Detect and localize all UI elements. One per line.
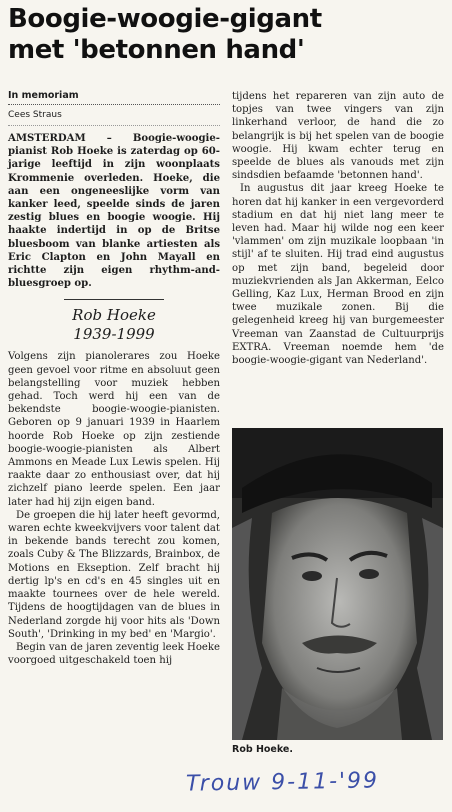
- subhead-years: 1939-1999: [73, 325, 155, 344]
- portrait-photo: [232, 428, 443, 740]
- byline: Cees Straus: [8, 110, 220, 126]
- headline-line-1: Boogie-woogie-gigant: [8, 4, 322, 34]
- body-paragraph: In augustus dit jaar kreeg Hoeke te horen dat hij kanker in een vergevorderd stadium en dat hij niet lang meer te leven had. Maar hij wilde nog een keer 'vlammen' om zijn muzikale loopbaan 'in stijl' af te sluiten. Hij trad eind augustus op met zijn band, begeleid door muziekvrienden als Jan Akkerman, Eelco Gelling, Kaz Lux, Herman Brood en zijn twee muzikale zonen. Bij die gelegenheid kreeg hij van burgemeester Vreeman van Zaanstad de Cultuurprijs EXTRA. Vreeman noemde hem 'de boogie-woogie-gigant van Nederland'.: [232, 183, 444, 367]
- subhead-name: Rob Hoeke: [72, 306, 156, 325]
- subhead: [8, 299, 220, 344]
- headline: [8, 4, 448, 66]
- body-paragraph: tijdens het repareren van zijn auto de topjes van twee vingers van zijn linkerhand verloor, de hand die zo belangrijk is bij het spelen van de boogie woogie. Hij kwam echter terug en speelde de blues als vanouds met zijn sindsdien befaamde 'betonnen hand'.: [232, 91, 444, 182]
- right-column: [232, 90, 444, 367]
- body-paragraph: Begin van de jaren zeventig leek Hoeke voorgoed uitgeschakeld toen hij: [8, 641, 220, 667]
- left-column: [8, 90, 220, 667]
- handwritten-note: Trouw 9-11-'99: [185, 768, 380, 797]
- lead-text: AMSTERDAM – Boogie-woogie-pianist Rob Hoeke is zaterdag op 60-jarige leeftijd in zijn woonplaats Krommenie overleden. Hoeke, die aan een ongeneeslijke vorm van kanker leed, speelde sinds de jaren zestig blues en boogie woogie. Hij haakte indertijd in op de Britse bluesboom van blanke artiesten als Eric Clapton en John Mayall en richtte zijn eigen rhythm-and-bluesgroep op.: [8, 133, 220, 290]
- subhead-rule: [64, 299, 164, 300]
- body-paragraph: De groepen die hij later heeft gevormd, waren echte kweekvijvers voor talent dat in bekende bands terecht zou komen, zoals Cuby & The Blizzards, Brainbox, de Motions en Ekseption. Zelf bracht hij dertig lp's en cd's en 45 singles uit en maakte tournees over de hele wereld. Tijdens de hoogtijdagen van de blues in Nederland zorgde hij voor hits als 'Down South', 'Drinking in my bed' en 'Margio'.: [8, 509, 220, 640]
- headline-line-2: met 'betonnen hand': [8, 35, 305, 65]
- lead-paragraph: [8, 132, 220, 290]
- portrait-illustration: [232, 428, 443, 740]
- body-paragraph: Volgens zijn pianolerares zou Hoeke geen gevoel voor ritme en absoluut geen belangstelling voor muziek hebben gehad. Toch werd hij een van de bekendste boogie-woogie-pianisten. Geboren op 9 januari 1939 in Haarlem hoorde Rob Hoeke op zijn zestiende boogie-woogie-pianisten als Albert Ammons en Meade Lux Lewis spelen. Hij raakte daar zo enthousiast over, dat hij zichzelf piano leerde spelen. Een jaar later had hij zijn eigen band.: [8, 351, 220, 508]
- section-kicker: In memoriam: [8, 90, 220, 105]
- photo-caption: Rob Hoeke.: [232, 744, 293, 755]
